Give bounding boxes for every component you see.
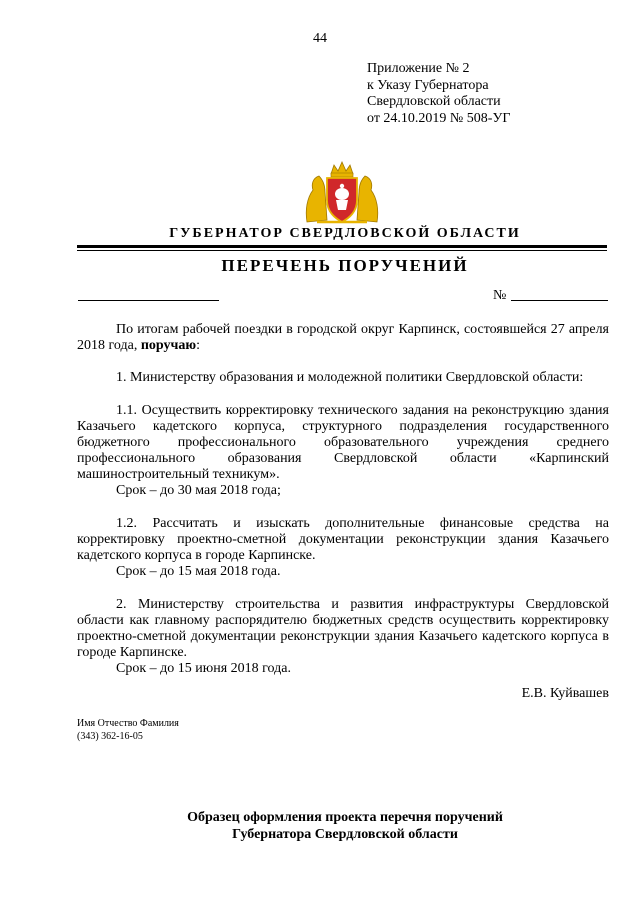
document-body bbox=[77, 322, 609, 677]
executor-phone: (343) 362-16-05 bbox=[77, 731, 143, 742]
appendix-line: от 24.10.2019 № 508-УГ bbox=[367, 110, 511, 126]
authority-title: ГУБЕРНАТОР СВЕРДЛОВСКОЙ ОБЛАСТИ bbox=[169, 226, 521, 241]
appendix-line: Свердловской области bbox=[367, 94, 501, 109]
number-label: № bbox=[493, 288, 507, 303]
header-rule-thick bbox=[77, 245, 607, 248]
page-number: 44 bbox=[313, 31, 327, 46]
deadline-2: Срок – до 15 июня 2018 года. bbox=[116, 661, 291, 676]
caption-line: Губернатора Свердловской области bbox=[232, 827, 458, 842]
appendix-block bbox=[367, 61, 617, 127]
item-1: 1. Министерству образования и молодежной политики Свердловской области: bbox=[116, 370, 584, 385]
executor-name: Имя Отчество Фамилия bbox=[77, 718, 179, 729]
intro-paragraph: По итогам рабочей поездки в городской округ Карпинск, состоявшейся 27 апреля 2018 года, поручаю: bbox=[77, 322, 609, 353]
appendix-line: Приложение № 2 bbox=[367, 61, 470, 76]
document-title: ПЕРЕЧЕНЬ ПОРУЧЕНИЙ bbox=[221, 256, 469, 275]
header-rule-thin bbox=[77, 250, 607, 251]
item-1-2: 1.2. Рассчитать и изыскать дополнительные финансовые средства на корректировку проектно-сметной документации реконструкции здания Казачьего кадетского корпуса в городе Карпинске. bbox=[77, 516, 609, 563]
signature: Е.В. Куйвашев bbox=[521, 686, 609, 701]
executor-block bbox=[77, 717, 179, 743]
intro-bold-word: поручаю bbox=[140, 338, 197, 353]
deadline-1-2: Срок – до 15 мая 2018 года. bbox=[116, 564, 281, 579]
deadline-1-1: Срок – до 30 мая 2018 года; bbox=[116, 483, 281, 498]
item-2: 2. Министерству строительства и развития инфраструктуры Свердловской области как главному распорядителю бюджетных средств осуществить корректировку проектно-сметной документации реконструкции здания Казачьего кадетского корпуса в городе Карпинске. bbox=[77, 597, 609, 660]
item-1-1: 1.1. Осуществить корректировку технического задания на реконструкцию здания Казачьего кадетского корпуса, структурного подразделения государственного бюджетного профессионального образовательного учреждения среднего профессионального образования Свердловской области «Карпинский машиностроительный техникум». bbox=[77, 403, 609, 482]
sample-caption bbox=[0, 809, 640, 843]
coat-of-arms-icon bbox=[303, 160, 381, 226]
appendix-line: к Указу Губернатора bbox=[367, 77, 489, 93]
number-blank bbox=[511, 300, 608, 301]
date-blank bbox=[78, 300, 219, 301]
caption-line: Образец оформления проекта перечня поручений bbox=[187, 810, 503, 825]
